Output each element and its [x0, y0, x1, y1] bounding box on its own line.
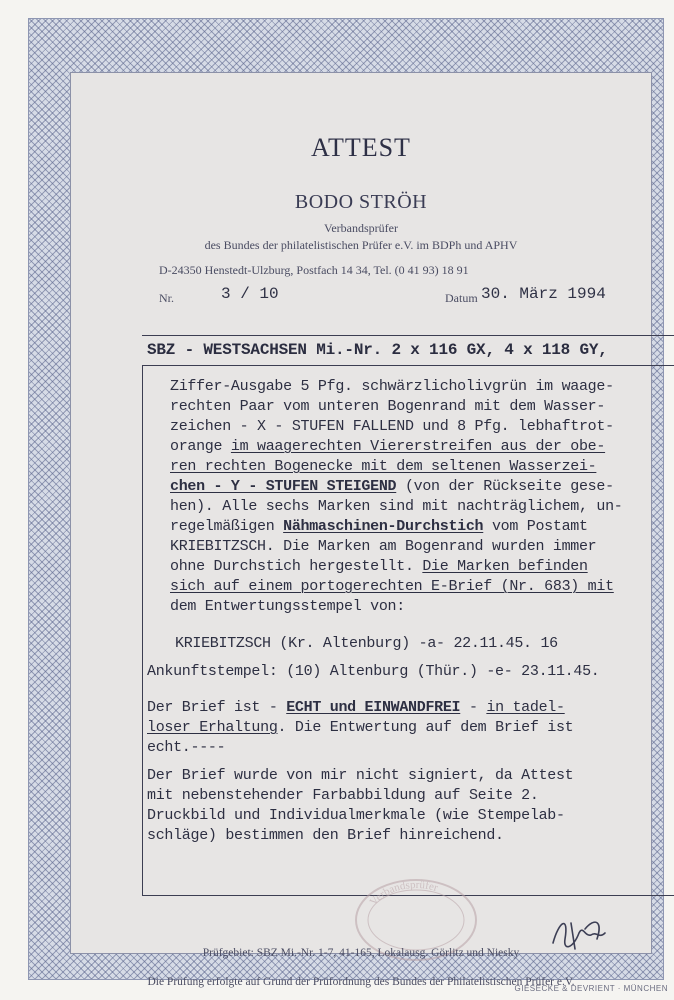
- description-line: hen). Alle sechs Marken sind mit nachträglichem, un-: [170, 498, 623, 515]
- description-line: [170, 558, 588, 575]
- description-text: regelmäßigen: [170, 518, 284, 535]
- note-line: schläge) bestimmen den Brief hinreichend.: [147, 827, 504, 844]
- date-label: Datum: [445, 291, 478, 305]
- verdict-genuine: ECHT und EINWANDFREI: [286, 699, 461, 716]
- description-line: [170, 518, 588, 535]
- origin-postmark: KRIEBITZSCH (Kr. Altenburg) -a- 22.11.45. 16: [175, 635, 558, 652]
- expert-name: BODO STRÖH: [294, 191, 428, 213]
- verdict-condition: loser Erhaltung: [147, 719, 278, 736]
- description-line: Ziffer-Ausgabe 5 Pfg. schwärzlicholivgrün im waage-: [170, 378, 614, 395]
- verdict-line: [147, 719, 573, 736]
- rule-left: [142, 365, 143, 895]
- description-line: rechten Paar vom unteren Bogenrand mit dem Wasser-: [170, 398, 606, 415]
- expert-organization: des Bundes der philatelistischen Prüfer e.V. im BDPh und APHV: [204, 238, 518, 252]
- description-line: [170, 478, 614, 495]
- description-line: zeichen - X - STUFEN FALLEND und 8 Pfg. lebhaftrot-: [170, 418, 614, 435]
- verdict-text: . Die Entwertung auf dem Brief ist: [277, 719, 574, 736]
- perforation-text: Nähmaschinen-Durchstich: [283, 518, 484, 535]
- expert-role: Verbandsprüfer: [324, 221, 398, 235]
- watermark-text: chen - Y - STUFEN STEIGEND: [170, 478, 397, 495]
- description-line: dem Entwertungsstempel von:: [170, 598, 405, 615]
- description-text: orange: [170, 438, 231, 455]
- verdict-condition: in tadel-: [486, 699, 565, 716]
- expert-address: D-24350 Henstedt-Ulzburg, Postfach 14 34, Tel. (0 41 93) 18 91: [159, 263, 469, 277]
- verdict-line: [147, 699, 565, 716]
- test-scope: Prüfgebiet: SBZ Mi.-Nr. 1-7, 41-165, Lokalausg. Görlitz und Niesky: [202, 947, 520, 959]
- stamp-lettering: Verbandsprüfer: [367, 878, 440, 909]
- note-line: Der Brief wurde von mir nicht signiert, da Attest: [147, 767, 574, 784]
- note-line: mit nebenstehender Farbabbildung auf Seite 2.: [147, 787, 539, 804]
- printer-imprint: GIESECKE & DEVRIENT · MÜNCHEN: [514, 984, 668, 993]
- description-text: vom Postamt: [483, 518, 588, 535]
- description-line: [170, 438, 605, 455]
- verdict-line: echt.----: [147, 739, 226, 756]
- certificate-panel: [70, 72, 652, 988]
- verdict-text: Der Brief ist -: [147, 699, 287, 716]
- verdict-text: -: [460, 699, 487, 716]
- rule-under-heading: [142, 365, 674, 366]
- subject-heading: SBZ - WESTSACHSEN Mi.-Nr. 2 x 116 GX, 4 x 118 GY,: [147, 341, 608, 359]
- underlined-text: Die Marken befinden: [422, 558, 588, 575]
- svg-text:Verbandsprüfer: [368, 879, 440, 908]
- test-basis: Die Prüfung erfolgte auf Grund der Prüfordnung des Bundes der Philatelistischen Prüfer e.V.: [147, 976, 575, 988]
- description-text: ohne Durchstich hergestellt.: [170, 558, 423, 575]
- description-text: (von der Rückseite gese-: [396, 478, 614, 495]
- certificate-title: ATTEST: [311, 133, 411, 162]
- underlined-text: im waagerechten Viererstreifen aus der obe-: [230, 438, 606, 455]
- description-line: ren rechten Bogenecke mit dem seltenen Wasserzei-: [170, 458, 597, 475]
- number-label: Nr.: [159, 291, 174, 305]
- certificate-number: 3 / 10: [221, 285, 279, 303]
- description-line: KRIEBITZSCH. Die Marken am Bogenrand wurden immer: [170, 538, 597, 555]
- guilloche-border: [28, 18, 664, 988]
- description-line: sich auf einem portogerechten E-Brief (Nr. 683) mit: [170, 578, 614, 595]
- certificate-date: 30. März 1994: [481, 285, 606, 303]
- rule-top: [142, 335, 674, 336]
- note-line: Druckbild und Individualmerkmale (wie Stempelab-: [147, 807, 565, 824]
- arrival-postmark: Ankunftstempel: (10) Altenburg (Thür.) -e- 23.11.45.: [147, 663, 600, 680]
